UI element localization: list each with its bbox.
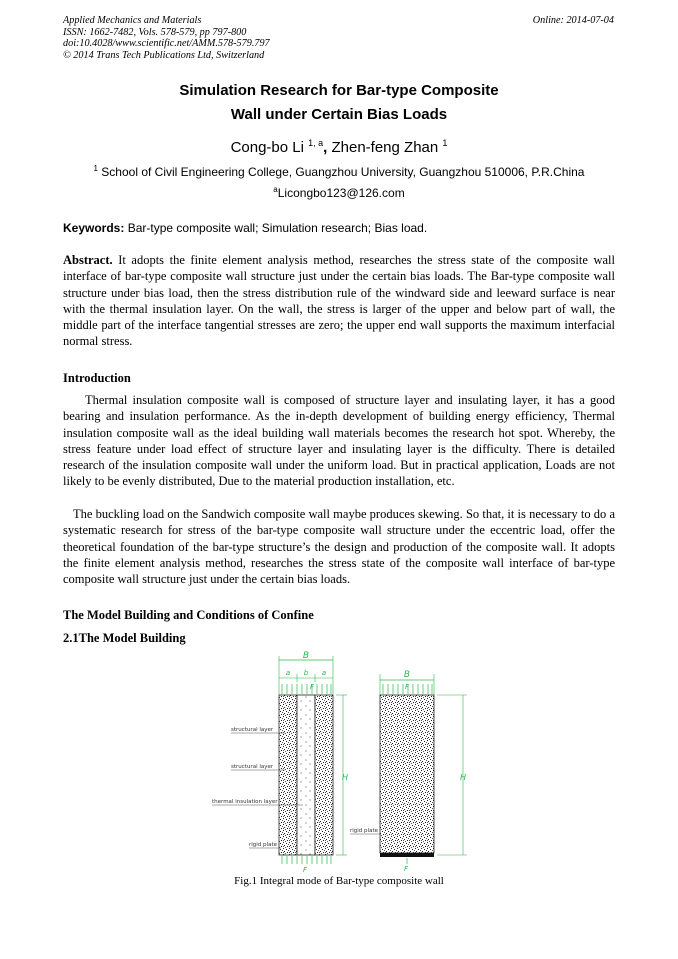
reaction-F-label: F — [303, 866, 308, 872]
dimension-a-label: a — [285, 669, 291, 677]
author-separator: , — [323, 139, 328, 156]
abstract — [63, 252, 615, 350]
keywords-label: Keywords: — [63, 221, 125, 235]
rigid-plate-label: rigid plate — [350, 828, 378, 834]
structural-layer-label: structural layer — [231, 727, 274, 733]
wall-model-figure — [205, 650, 475, 872]
solid-wall-section — [350, 670, 467, 872]
author-email — [63, 185, 615, 200]
keywords — [63, 221, 615, 235]
journal-header — [63, 15, 483, 61]
dimension-B-label: B — [403, 670, 411, 680]
structural-layer-label: structural layer — [231, 764, 274, 770]
height-H-label: H — [342, 773, 349, 782]
author-name: Zhen-feng Zhan — [331, 139, 439, 156]
section-heading: Introduction — [63, 371, 131, 385]
load-F-label: F — [310, 683, 315, 691]
figure-caption: Fig.1 Integral mode of Bar-type composite wall — [234, 875, 444, 887]
author-name: Cong-bo Li — [230, 139, 304, 156]
email-address[interactable]: Licongbo123@126.com — [277, 186, 405, 200]
doi-line[interactable]: doi:10.4028/www.scientific.net/AMM.578-579.797 — [63, 38, 270, 49]
dimension-a-label: a — [321, 669, 327, 677]
dimension-B-label: B — [302, 651, 310, 661]
author-affiliation-marker: 1 — [442, 138, 448, 148]
keywords-text: Bar-type composite wall; Simulation research; Bias load. — [127, 221, 428, 235]
load-F-label: F — [405, 683, 410, 691]
paper-title-line-1: Simulation Research for Bar-type Composite — [179, 82, 499, 99]
body-paragraph: Thermal insulation composite wall is composed of structure layer and insulating layer, it has a good bearing and insulation performance. As the in-depth development of building energy efficiency, Thermal insulation composite wall as the ideal building wall materials becomes the research hot spot. Whereby, the stress feature under load effect of structure layer and insulating layer is the difficulty. There is detailed research of the insulation composite wall under the uniform load. But in practical application, Loads are not likely to be evenly distributed, Due to the material production installation, etc. — [63, 393, 615, 489]
abstract-label: Abstract. — [63, 253, 113, 267]
height-H-label: H — [460, 773, 467, 782]
email-marker: a — [273, 185, 278, 194]
abstract-text: It adopts the finite element analysis method, researches the stress state of the composite wall interface of bar-type composite wall structure just under the certain bias loads. The Bar-type composite wall structure under bias load, then the stress distribution rule of the windward side and leeward surface is near with the thermal insulation layer. On the wall, the stress is larger of the upper and below part of wall, the middle part of the interface tangential stresses are zero; the upper end wall supports the maximum interfacial normal stress. — [63, 253, 615, 349]
section-heading: The Model Building and Conditions of Confine — [63, 608, 314, 622]
affiliation — [63, 164, 615, 179]
subsection-heading: 2.1The Model Building — [63, 631, 186, 645]
paper-title-line-2: Wall under Certain Bias Loads — [230, 106, 448, 123]
affiliation-marker: 1 — [93, 164, 98, 173]
body-paragraph: The buckling load on the Sandwich composite wall maybe produces skewing. So that, it is necessary to do a systematic research for stress of the bar-type composite wall structure under the eccentric load, offer the theoretical foundation of the bar-type structure’s the design and production of the composite wall. It adopts the finite element analysis method, researches the stress state of the composite wall interface of bar-type composite wall structure just under the certain bias loads. — [63, 507, 615, 587]
copyright-line: © 2014 Trans Tech Publications Ltd, Switzerland — [63, 49, 265, 61]
reaction-F-label: F — [404, 865, 409, 872]
affiliation-text: School of Civil Engineering College, Guangzhou University, Guangzhou 510006, P.R.China — [101, 165, 585, 179]
author-affiliation-marker: 1, a — [308, 138, 324, 148]
thermal-insulation-label: thermal insulation layer — [212, 799, 278, 805]
author-list — [63, 138, 615, 156]
rigid-plate-label: rigid plate — [249, 842, 277, 848]
wall-diagram — [205, 650, 475, 872]
dimension-b-label: b — [303, 669, 309, 677]
composite-wall-section — [212, 651, 348, 872]
journal-name: Applied Mechanics and Materials — [63, 15, 202, 26]
online-date: Online: 2014-07-04 — [532, 15, 614, 26]
issn-line: ISSN: 1662-7482, Vols. 578-579, pp 797-800 — [63, 26, 247, 38]
